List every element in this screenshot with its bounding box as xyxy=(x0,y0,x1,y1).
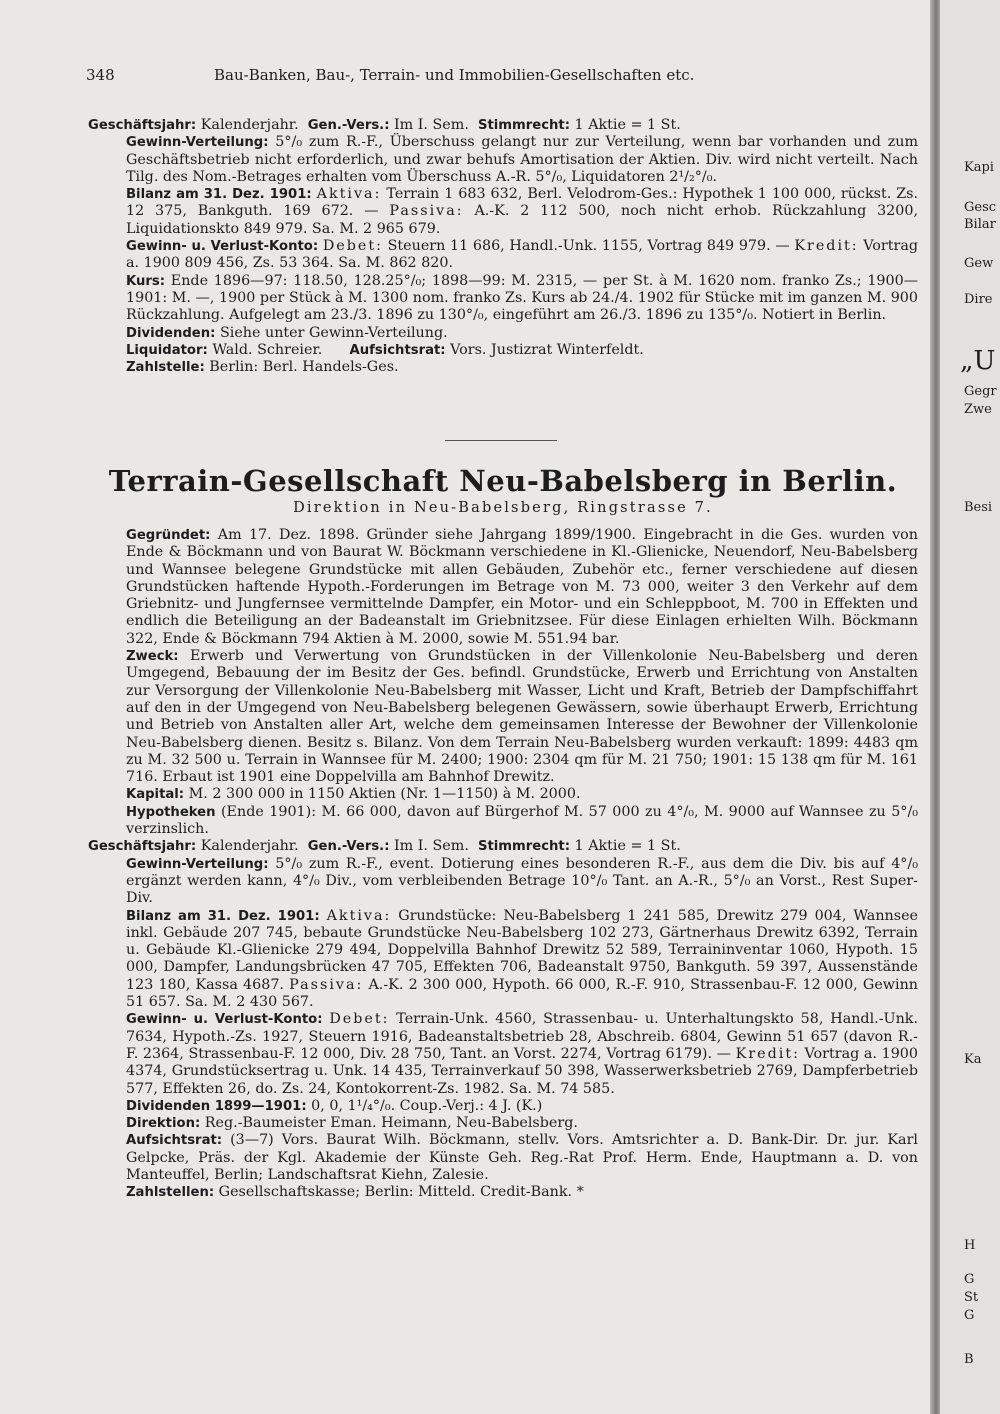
prev-paying-agent-text: Berlin: Berl. Handels-Ges. xyxy=(209,359,399,376)
management xyxy=(88,1115,918,1132)
next-page-fragment: H xyxy=(964,1238,976,1253)
capital xyxy=(88,786,918,803)
supervisory-board-text: (3—7) Vors. Baurat Wilh. Böckmann, stellv. Vors. Amtsrichter a. D. Bank-Dir. Dr. jur. Karl Gelpcke, Präs. der Kgl. Akademie der Künste Geh. Reg.-Rat Prof. Herm. Ende, Hauptmann a. D. von Manteuffel, Berlin; Landschaftsrat Kiehn, Zalesie. xyxy=(126,1132,918,1183)
prev-business-year-label: Geschäftsjahr: xyxy=(88,118,197,133)
prev-supervisory-board-label: Aufsichtsrat: xyxy=(349,342,446,358)
prev-dividends xyxy=(88,325,918,342)
assets-text: Grundstücke: Neu-Babelsberg 1 241 585, Drewitz 279 004, Wannsee inkl. Gebäude 207 745, bebaute Grundstücke Neu-Babelsberg 102 273, Gärtnerhaus Drewitz 6392, Terrain u. Gebäude Kl.-Glienicke 279 494, Doppelvilla Bahnhof Drewitz 52 589, Terraininventar 1060, Hypoth. 15 000, Dampfer, Landungsbrücken 47 705, Effekten 706, Badeanstalt 9750, Bankguth. 59 397, Aussenstände 123 180, Kassa 4687. xyxy=(126,907,919,993)
prev-liquidator-line xyxy=(88,342,918,359)
debit-text: Terrain-Unk. 4560, Strassenbau- u. Unterhaltungskto 58, Handl.-Unk. 7634, Hypoth.-Zs. 1927, Steuern 1916, Badeanstaltsbetrieb 28, Abschreib. 6804, Gewinn 51 657 (davon R.-F. 2364, Strassenbau-F. 12 000, Div. 28 750, Tant. an Vorst. 2274, Vortrag 6179). — xyxy=(126,1011,918,1062)
prev-liquidator-label: Liquidator: xyxy=(126,342,208,358)
next-page-fragment: G xyxy=(964,1272,975,1287)
prev-dividends-label: Dividenden: xyxy=(126,325,216,341)
next-page-fragment: St xyxy=(964,1290,979,1305)
founded-label: Gegründet: xyxy=(126,528,211,543)
prev-profit-distribution xyxy=(88,134,918,186)
balance-sheet xyxy=(88,908,918,1012)
company-address: Direktion in Neu-Babelsberg, Ringstrasse 7. xyxy=(293,500,713,516)
paying-agents-text: Gesellschaftskasse; Berlin: Mitteld. Credit-Bank. * xyxy=(218,1184,584,1201)
capital-text: M. 2 300 000 in 1150 Aktien (Nr. 1—1150) à M. 2000. xyxy=(188,786,581,803)
profit-distribution-label: Gewinn-Verteilung: xyxy=(126,856,269,872)
mortgages-label: Hypotheken xyxy=(126,804,216,820)
prev-assets-word: Aktiva: xyxy=(316,186,382,203)
prev-debit-word: Debet: xyxy=(322,238,383,255)
voting-right-label: Stimmrecht: xyxy=(477,839,570,855)
prev-price-label: Kurs: xyxy=(126,273,166,289)
prev-paying-agent xyxy=(88,359,918,376)
dividends xyxy=(88,1098,918,1115)
running-title: Bau-Banken, Bau-, Terrain- und Immobilien-Gesellschaften etc. xyxy=(214,66,695,84)
prev-liabilities-text: A.-K. 2 112 500, noch nicht erhob. Rückzahlung 3200, Liquidationskto 849 979. Sa. M. 2 965 679. xyxy=(126,203,919,237)
prev-assets-text: Terrain 1 683 632, Berl. Velodrom-Ges.: Hypothek 1 100 000, rückst. Zs. 12 375, Bankguth. 169 672. — xyxy=(126,186,919,220)
assets-word: Aktiva: xyxy=(326,907,392,924)
company-title: Terrain-Gesellschaft Neu-Babelsberg in Berlin. xyxy=(108,464,898,498)
founded-text: Am 17. Dez. 1898. Gründer siehe Jahrgang 1899/1900. Eingebracht in die Ges. wurden von Ende & Böckmann und von Baurat W. Böckmann verschiedene in Kl.-Glienicke, Neuendorf, Neu-Babelsberg und Wannsee belegene Grundstücke mit allen Gebäuden, Zubehör etc., ferner verschiedene auf diesen Grundstücken haftende Hypoth.-Forderungen im Betrage von M. 73 000, weiter 3 den Verkehr auf dem Griebnitz- und Jungfernsee vermittelnde Dampfer, ein Motor- und ein Schleppboot, M. 700 in Effekten und endlich die Beteiligung an der Badeanstalt im Griebnitzsee. Für diese Einlagen erhielten Wilh. Böckmann 322, Ende & Böckmann 794 Aktien à M. 2000, sowie M. 551.94 bar. xyxy=(126,527,918,647)
next-page-fragment: Gesc xyxy=(964,200,997,215)
next-page-fragment: „U xyxy=(960,346,996,376)
page-number: 348 xyxy=(86,66,115,84)
business-year-label: Geschäftsjahr: xyxy=(88,839,197,855)
next-page-fragment: Ka xyxy=(964,1052,982,1067)
general-meeting-text: Im I. Sem. xyxy=(394,838,469,855)
next-page-fragment: Bilar xyxy=(964,217,996,232)
prev-voting-right-text: 1 Aktie = 1 St. xyxy=(574,117,681,133)
company-entry xyxy=(88,527,918,1202)
next-page-fragment: Dire xyxy=(964,292,993,307)
capital-label: Kapital: xyxy=(126,787,185,803)
prev-paying-agent-label: Zahlstelle: xyxy=(126,360,205,376)
liabilities-word: Passiva: xyxy=(289,976,364,993)
supervisory-board xyxy=(88,1132,918,1184)
general-meeting-label: Gen.-Vers.: xyxy=(307,839,390,855)
prev-credit-word: Kredit: xyxy=(794,238,859,255)
purpose-label: Zweck: xyxy=(126,649,179,665)
adjacent-page-edge xyxy=(940,0,1000,1414)
mortgages xyxy=(88,804,918,839)
previous-company-entry xyxy=(88,117,918,376)
profit-distribution-text: 5°/₀ zum R.-F., event. Dotierung eines besonderen R.-F., aus dem die Div. bis auf 4°/₀ ergänzt werden kann, 4°/₀ Div., vom verbleibenden Betrage 10°/₀ Tant. an A.-R., 5°/₀ an Vorst., Rest Super-Div. xyxy=(126,855,919,907)
prev-liabilities-word: Passiva: xyxy=(389,203,464,220)
prev-profit-loss-account xyxy=(88,238,918,273)
paying-agents-label: Zahlstellen: xyxy=(126,1185,215,1201)
next-page-fragment: Zwe xyxy=(964,402,992,417)
prev-dividends-text: Siehe unter Gewinn-Verteilung. xyxy=(219,324,448,341)
pl-label: Gewinn- u. Verlust-Konto: xyxy=(126,1012,323,1028)
prev-profit-distribution-label: Gewinn-Verteilung: xyxy=(126,135,269,151)
prev-business-year-text: Kalenderjahr. xyxy=(200,117,299,133)
mortgages-text: (Ende 1901): M. 66 000, davon auf Bürgerhof M. 57 000 zu 4°/₀, M. 9000 auf Wannsee zu 5°/₀ verzinslich. xyxy=(126,803,918,838)
profit-distribution xyxy=(88,856,918,908)
next-page-fragment: Gegr xyxy=(964,384,997,399)
dividends-label: Dividenden 1899—1901: xyxy=(126,1098,307,1114)
debit-word: Debet: xyxy=(329,1011,390,1028)
prev-debit-text: Steuern 11 686, Handl.-Unk. 1155, Vortrag 849 979. — xyxy=(387,238,790,255)
business-year-line xyxy=(88,838,918,855)
prev-price-history xyxy=(88,273,918,325)
voting-right-text: 1 Aktie = 1 St. xyxy=(574,838,681,855)
prev-pl-label: Gewinn- u. Verlust-Konto: xyxy=(126,239,319,255)
prev-price-text: Ende 1896—97: 118.50, 128.25°/₀; 1898—99: M. 2315, — per St. à M. 1620 nom. franko Zs.; 1900—1901: M. —, 1900 per Stück à M. 1300 nom. franko Zs. Kurs ab 24./4. 1902 für Stücke mit im ganzen M. 900 Rückzahlung. Aufgelegt am 23./3. 1896 zu 130°/₀, eingeführt am 26./3. 1896 zu 135°/₀. Notiert in Berlin. xyxy=(126,272,918,324)
credit-text: Vortrag a. 1900 4374, Grundstücksertrag u. Unk. 14 435, Terrainverkauf 50 398, Wasserwerksbetrieb 2769, Dampferbetrieb 577, Effekten 26, do. Zs. 24, Kontokorrent-Zs. 1982. Sa. M. 74 585. xyxy=(126,1045,918,1097)
management-text: Reg.-Baumeister Eman. Heimann, Neu-Babelsberg. xyxy=(204,1115,578,1132)
prev-liquidator-text: Wald. Schreier. xyxy=(212,341,323,358)
liabilities-text: A.-K. 2 300 000, Hypoth. 66 000, R.-F. 910, Strassenbau-F. 12 000, Gewinn 51 657. Sa. M. 2 430 567. xyxy=(126,976,919,1011)
prev-general-meeting-label: Gen.-Vers.: xyxy=(307,118,390,133)
supervisory-board-label: Aufsichtsrat: xyxy=(126,1133,223,1149)
credit-word: Kredit: xyxy=(735,1045,800,1062)
next-page-fragment: Besi xyxy=(964,500,993,515)
book-gutter xyxy=(930,0,940,1414)
prev-general-meeting-text: Im I. Sem. xyxy=(394,117,469,133)
paying-agents xyxy=(88,1184,918,1201)
next-page-fragment: Gew xyxy=(964,256,994,271)
next-page-fragment: B xyxy=(964,1352,974,1367)
business-year-text: Kalenderjahr. xyxy=(200,838,299,855)
prev-business-year-line xyxy=(88,117,918,134)
purpose xyxy=(88,648,918,786)
prev-voting-right-label: Stimmrecht: xyxy=(477,118,570,133)
purpose-text: Erwerb und Verwertung von Grundstücken in der Villenkolonie Neu-Babelsberg und deren Umgegend, Bebauung der im Besitz der Ges. befindl. Grundstücke, Erwerb und Errichtung von Anstalten zur Versorgung der Villenkolonie Neu-Babelsberg mit Wasser, Licht und Kraft, Betrieb der Dampfschiffahrt auf den in der Umgegend von Neu-Babelsberg belegenen Gewässern, sowie überhaupt Erwerb, Errichtung und Betrieb von Anstalten aller Art, welche dem gemeinsamen Interesse der Bewohner der Villenkolonie Neu-Babelsberg dienen. Besitz s. Bilanz. Von dem Terrain Neu-Babelsberg wurden verkauft: 1899: 4483 qm zu M. 32 500 u. Terrain in Wannsee für M. 2400; 1900: 2304 qm für M. 21 750; 1901: 15 138 qm für M. 161 716. Erbaut ist 1901 eine Doppelvilla am Bahnhof Drewitz. xyxy=(126,648,918,786)
prev-profit-distribution-text: 5°/₀ zum R.-F., Überschuss gelangt nur zur Verteilung, wenn bar vorhanden und zum Geschäftsbetrieb nicht erforderlich, und zwar behufs Amortisation der Aktien. Div. wird nicht verteilt. Nach Tilg. des Nom.-Betrages erhalten vom Überschuss A.-R. 5°/₀, Liquidatoren 2¹/₂°/₀. xyxy=(126,134,919,185)
balance-label: Bilanz am 31. Dez. 1901: xyxy=(126,908,320,924)
next-page-fragment: Kapi xyxy=(964,160,994,175)
prev-supervisory-board-text: Vors. Justizrat Winterfeldt. xyxy=(450,341,644,358)
prev-balance-sheet xyxy=(88,186,918,238)
founded xyxy=(88,527,918,648)
prev-balance-label: Bilanz am 31. Dez. 1901: xyxy=(126,187,312,203)
next-page-fragment: G xyxy=(964,1308,975,1323)
prev-credit-text: Vortrag a. 1900 809 456, Zs. 53 364. Sa. M. 862 820. xyxy=(126,238,918,272)
section-divider xyxy=(445,440,557,441)
profit-loss-account xyxy=(88,1011,918,1097)
management-label: Direktion: xyxy=(126,1116,201,1132)
dividends-text: 0, 0, 1¹/₄°/₀. Coup.-Verj.: 4 J. (K.) xyxy=(311,1097,543,1114)
